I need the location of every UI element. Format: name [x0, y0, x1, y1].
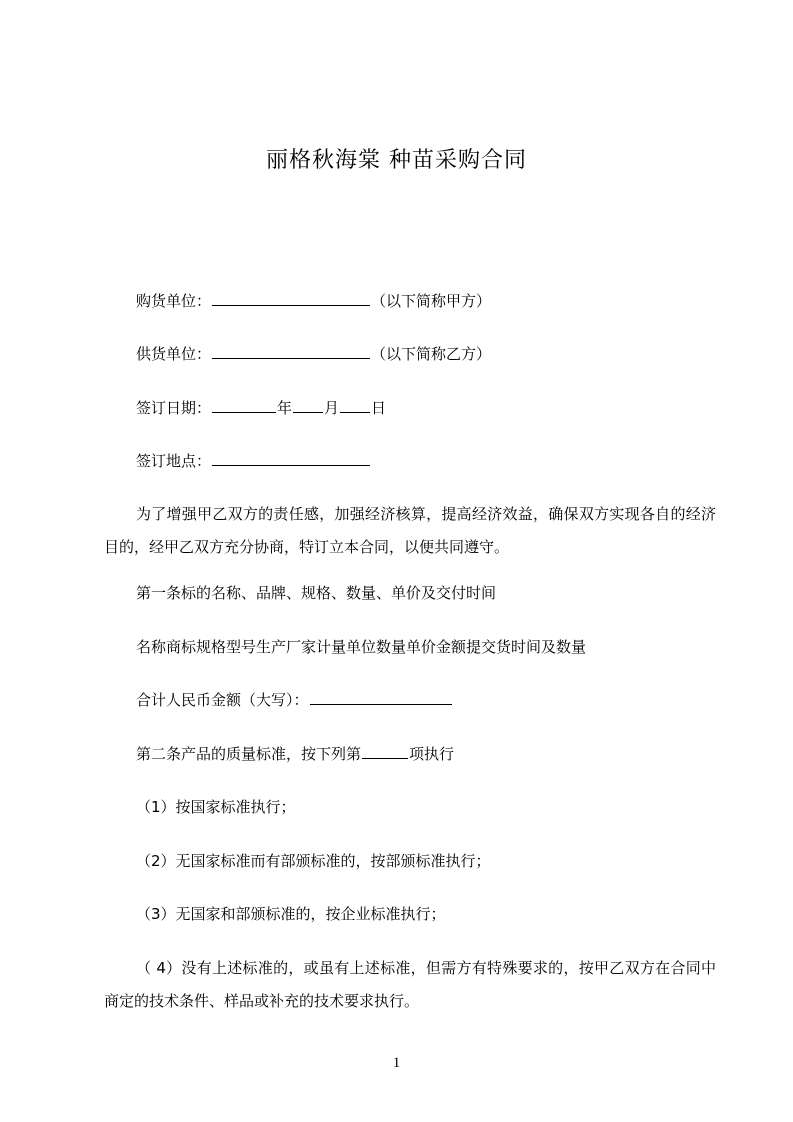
- date-day: 日: [371, 399, 387, 417]
- buyer-blank: [212, 291, 370, 306]
- buyer-label: 购货单位：: [136, 292, 212, 310]
- seller-suffix: （以下简称乙方）: [371, 345, 492, 363]
- total-label: 合计人民币金额（大写）：: [136, 691, 309, 709]
- place-blank: [212, 451, 370, 466]
- date-year: 年: [277, 399, 293, 417]
- document-title: 丽格秋海棠 种苗采购合同: [266, 148, 527, 173]
- date-month-blank: [293, 398, 323, 413]
- standard-item-3: （3）无国家和部颁标准的，按企业标准执行；: [136, 905, 446, 923]
- article2-heading-pre: 第二条产品的质量标准，按下列第: [136, 745, 362, 763]
- seller-line: [136, 344, 491, 364]
- date-line: [136, 398, 386, 418]
- article2-heading: [136, 744, 454, 764]
- intro-paragraph: 为了增强甲乙双方的责任感，加强经济核算，提高经济效益，确保双方实现各自的经济目的，经甲乙双方充分协商，特订立本合同，以便共同遵守。: [104, 505, 716, 556]
- table-header-line: 名称商标规格型号生产厂家计量单位数量单价金额提交货时间及数量: [136, 638, 587, 656]
- seller-blank: [212, 344, 370, 359]
- total-line: [136, 690, 453, 710]
- buyer-line: [136, 291, 491, 311]
- page-number: 1: [392, 1055, 401, 1071]
- article1-heading: 第一条标的名称、品牌、规格、数量、单价及交付时间: [136, 584, 497, 602]
- place-line: [136, 451, 371, 471]
- seller-label: 供货单位：: [136, 345, 212, 363]
- place-label: 签订地点：: [136, 452, 212, 470]
- standard-item-2: （2）无国家标准而有部颁标准的，按部颁标准执行；: [136, 852, 491, 870]
- total-blank: [310, 690, 452, 705]
- date-month: 月: [324, 399, 340, 417]
- standard-item-1: （1）按国家标准执行；: [136, 798, 296, 816]
- article2-blank: [362, 744, 408, 759]
- date-year-blank: [212, 398, 276, 413]
- buyer-suffix: （以下简称甲方）: [371, 292, 492, 310]
- date-day-blank: [340, 398, 370, 413]
- article2-heading-post: 项执行: [409, 745, 455, 763]
- standard-item-4: （ 4）没有上述标准的，或虽有上述标准，但需方有特殊要求的，按甲乙双方在合同中商定的技术条件、样品或补充的技术要求执行。: [104, 959, 716, 1010]
- date-label: 签订日期：: [136, 399, 212, 417]
